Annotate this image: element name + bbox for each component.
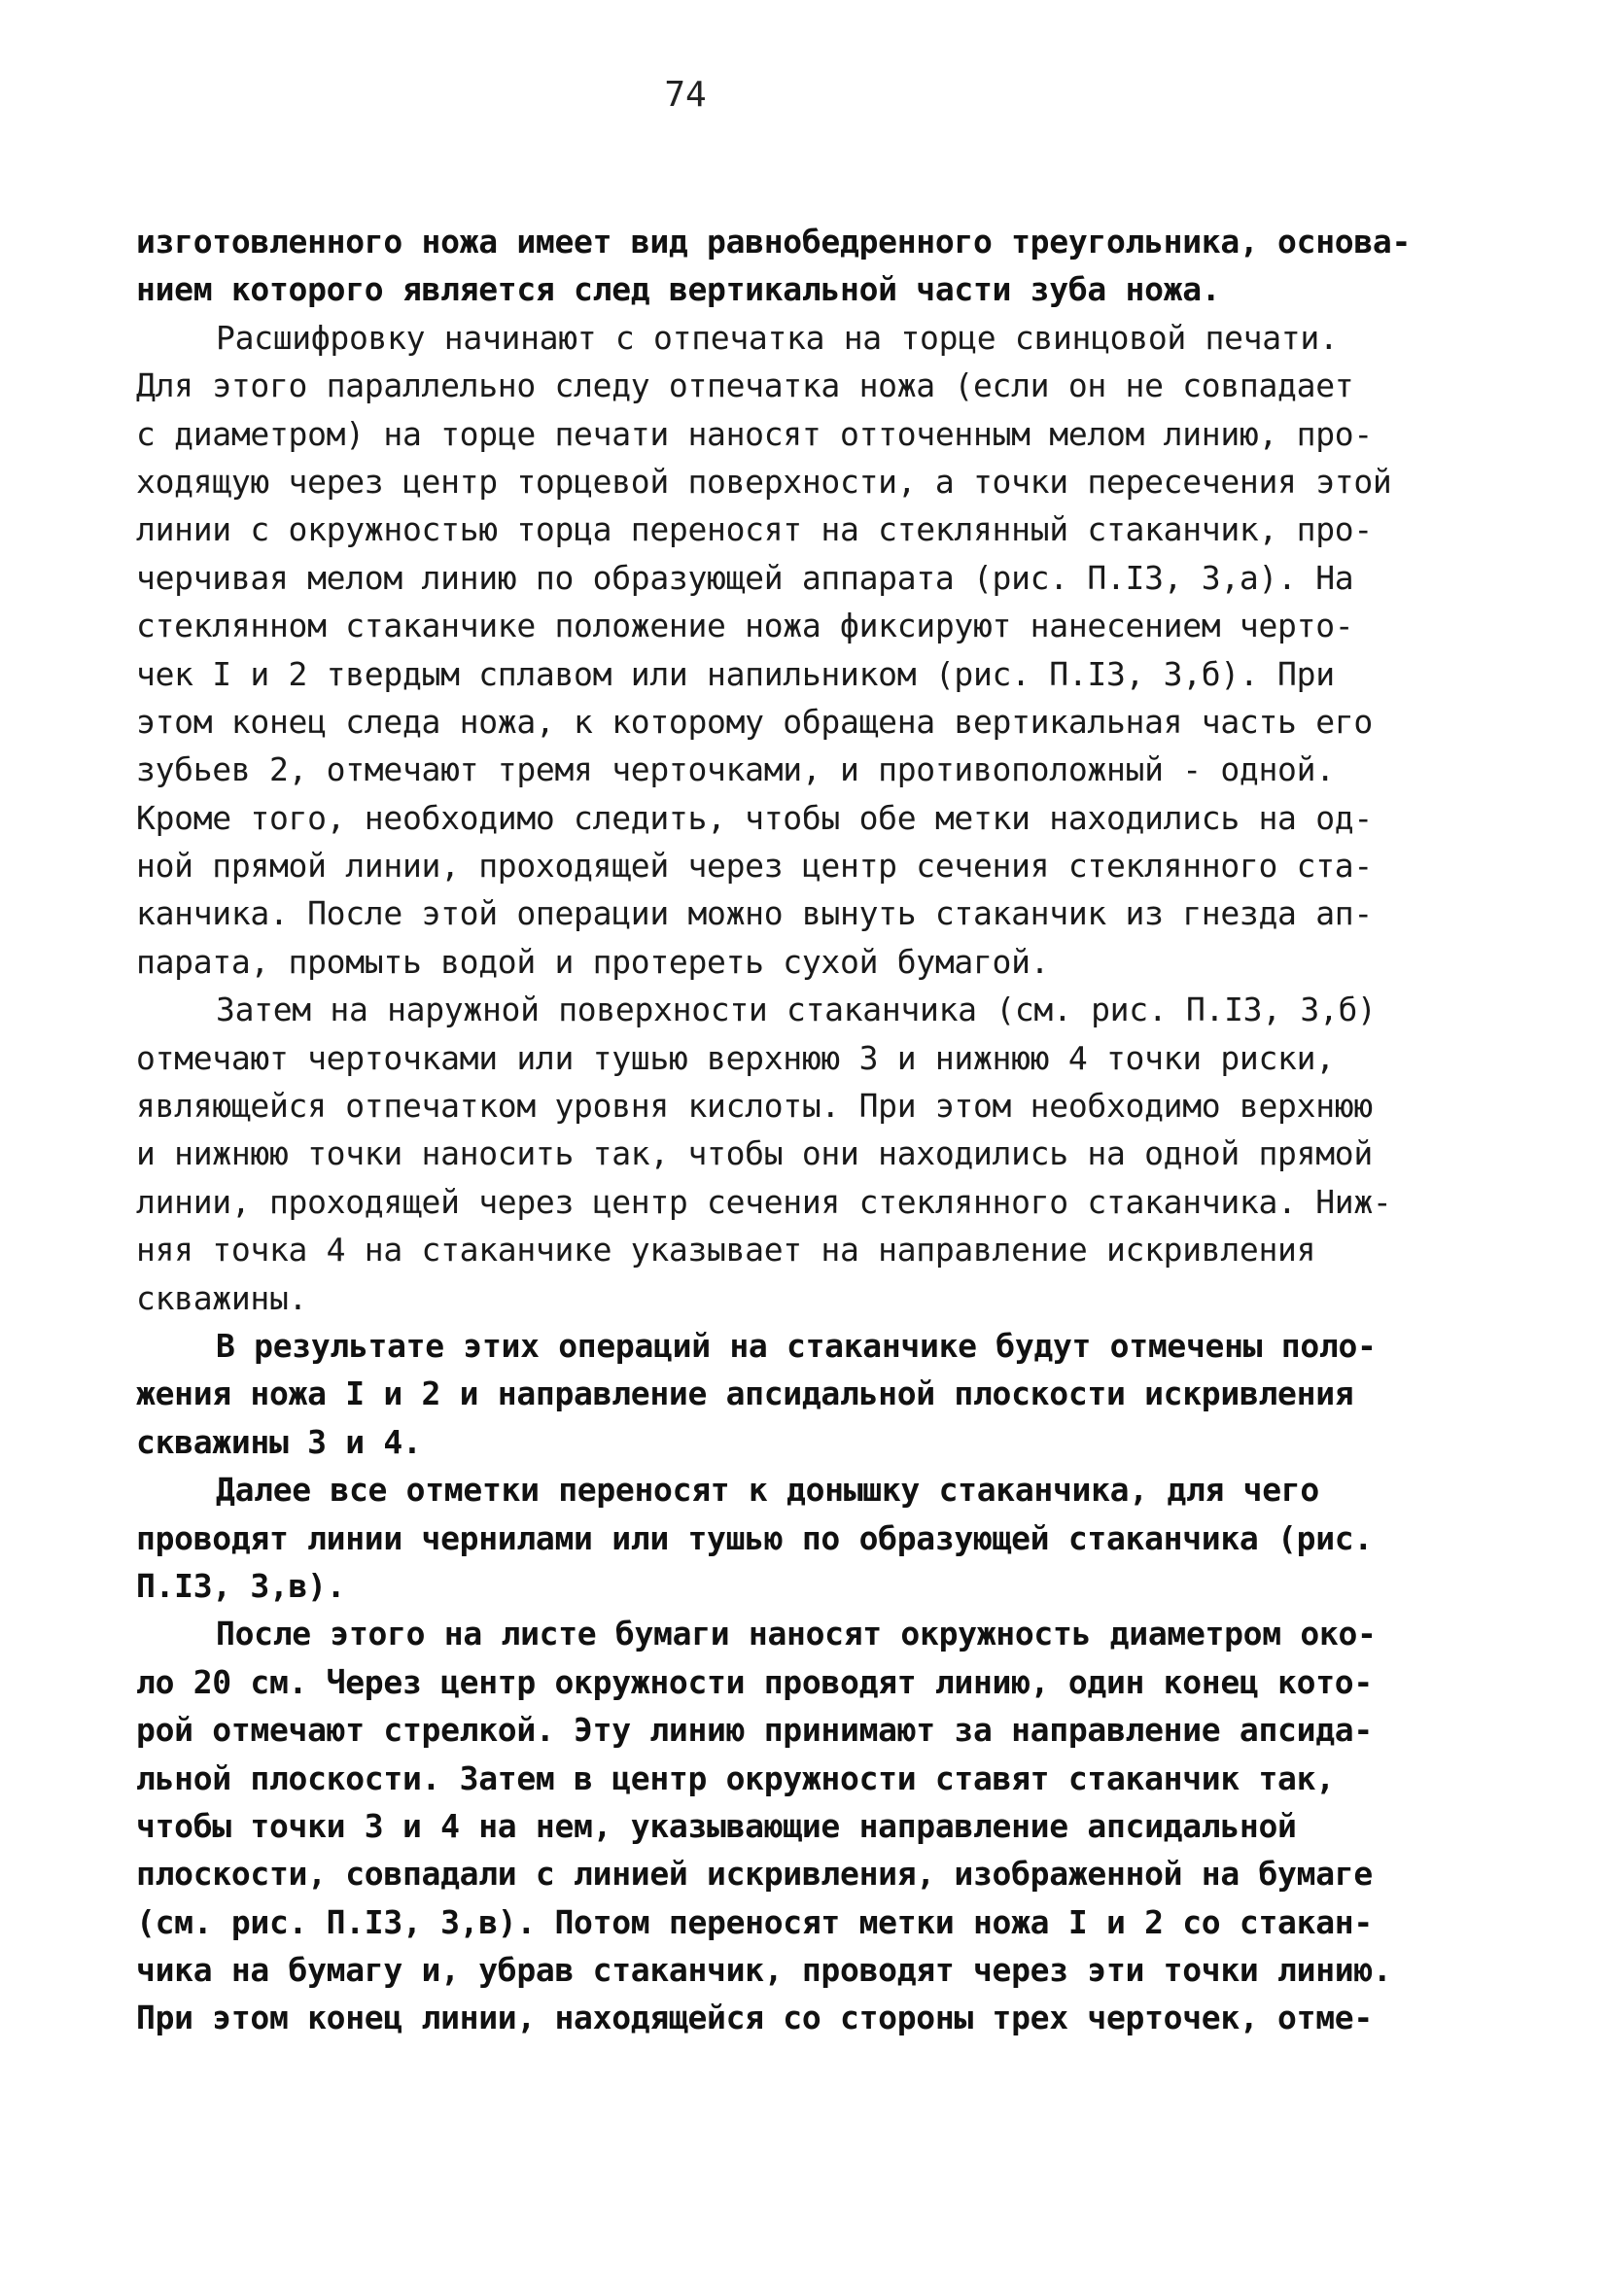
text-line: нием которого является след вертикальной части зуба ножа. bbox=[136, 270, 1221, 309]
text-line: Для этого параллельно следу отпечатка ножа (если он не совпадает bbox=[136, 366, 1354, 405]
text-line: проводят линии чернилами или тушью по образующей стаканчика (рис. bbox=[136, 1518, 1373, 1557]
text-line: ло 20 см. Через центр окружности проводят линию, один конец кото- bbox=[136, 1662, 1373, 1701]
text-line: этом конец следа ножа, к которому обращена вертикальная часть его bbox=[136, 702, 1373, 741]
text-line: рой отмечают стрелкой. Эту линию принимают за направление апсида- bbox=[136, 1711, 1373, 1750]
text-line: черчивая мелом линию по образующей аппарата (рис. П.I3, 3,а). На bbox=[136, 558, 1354, 597]
text-line: жения ножа I и 2 и направление апсидальной плоскости искривления bbox=[136, 1374, 1354, 1413]
text-line: льной плоскости. Затем в центр окружности ставят стаканчик так, bbox=[136, 1758, 1335, 1797]
text-line: Далее все отметки переносят к донышку стаканчика, для чего bbox=[216, 1471, 1319, 1510]
text-line: линии, проходящей через центр сечения стеклянного стаканчика. Ниж- bbox=[136, 1182, 1392, 1221]
text-line: чтобы точки 3 и 4 на нем, указывающие направление апсидальной bbox=[136, 1806, 1297, 1845]
text-line: с диаметром) на торце печати наносят отточенным мелом линию, про- bbox=[136, 414, 1373, 453]
body-text bbox=[136, 218, 1492, 2042]
text-line: зубьев 2, отмечают тремя черточками, и противоположный - одной. bbox=[136, 750, 1335, 789]
text-line: являющейся отпечатком уровня кислоты. При этом необходимо верхнюю bbox=[136, 1087, 1373, 1126]
text-line: Кроме того, необходимо следить, чтобы обе метки находились на од- bbox=[136, 798, 1373, 837]
text-line: и нижнюю точки наносить так, чтобы они находились на одной прямой bbox=[136, 1134, 1373, 1173]
text-line: изготовленного ножа имеет вид равнобедренного треугольника, основа- bbox=[136, 223, 1412, 261]
text-line: няя точка 4 на стаканчике указывает на направление искривления bbox=[136, 1231, 1316, 1270]
text-line: плоскости, совпадали с линией искривления, изображенной на бумаге bbox=[136, 1855, 1373, 1894]
text-line: Затем на наружной поверхности стаканчика (см. рис. П.I3, 3,б) bbox=[216, 991, 1377, 1029]
text-line: Расшифровку начинают с отпечатка на торце свинцовой печати. bbox=[216, 318, 1339, 357]
text-line: скважины 3 и 4. bbox=[136, 1422, 422, 1461]
text-line: После этого на листе бумаги наносят окружность диаметром око- bbox=[216, 1615, 1377, 1653]
text-line: ходящую через центр торцевой поверхности, а точки пересечения этой bbox=[136, 462, 1392, 501]
text-line: чика на бумагу и, убрав стаканчик, проводят через эти точки линию. bbox=[136, 1951, 1392, 1990]
text-line: стеклянном стаканчике положение ножа фиксируют нанесением черто- bbox=[136, 607, 1354, 645]
text-line: П.I3, 3,в). bbox=[136, 1566, 346, 1605]
text-line: канчика. После этой операции можно вынуть стаканчик из гнезда ап- bbox=[136, 894, 1373, 933]
text-line: При этом конец линии, находящейся со стороны трех черточек, отме- bbox=[136, 1999, 1373, 2037]
page-number: 74 bbox=[664, 75, 707, 115]
text-line: (см. рис. П.I3, 3,в). Потом переносят метки ножа I и 2 со стакан- bbox=[136, 1902, 1373, 1941]
text-line: отмечают черточками или тушью верхнюю 3 и нижнюю 4 точки риски, bbox=[136, 1038, 1335, 1077]
text-line: ной прямой линии, проходящей через центр сечения стеклянного ста- bbox=[136, 847, 1373, 886]
text-line: чек I и 2 твердым сплавом или напильником (рис. П.I3, 3,б). При bbox=[136, 654, 1335, 693]
text-line: скважины. bbox=[136, 1278, 308, 1317]
text-line: парата, промыть водой и протереть сухой бумагой. bbox=[136, 942, 1050, 981]
text-line: В результате этих операций на стаканчике будут отмечены поло- bbox=[216, 1326, 1377, 1365]
text-line: линии с окружностью торца переносят на стеклянный стаканчик, про- bbox=[136, 510, 1373, 549]
